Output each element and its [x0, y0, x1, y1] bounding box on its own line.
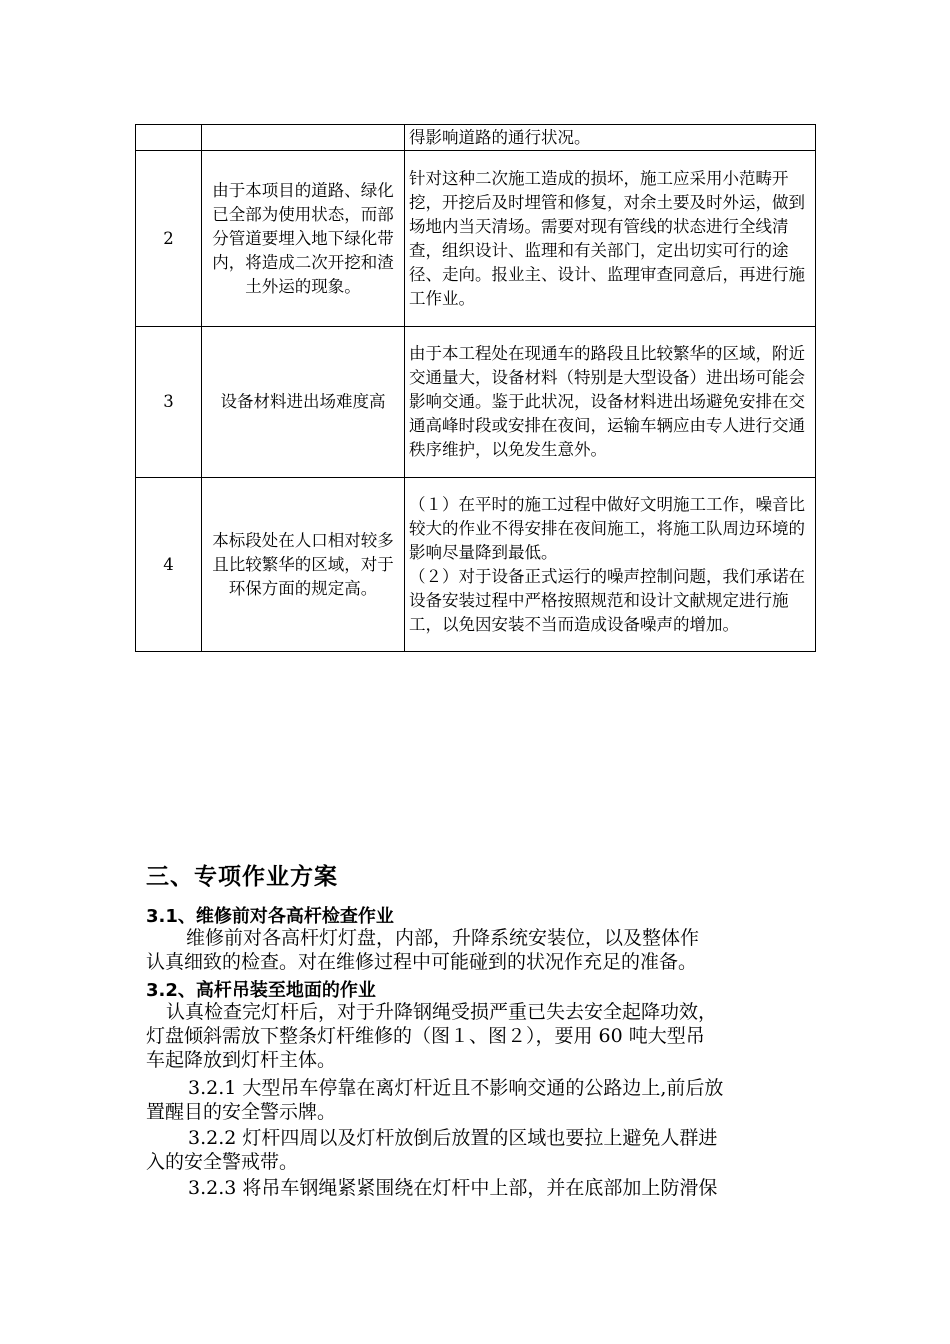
- paragraph-line: 维修前对各高杆灯灯盘，内部，升降系统安装位，以及整体作: [186, 927, 700, 949]
- paragraph-line: 3.2.3 将吊车钢绳紧紧围绕在灯杆中上部，并在底部加上防滑保: [188, 1177, 718, 1199]
- paragraph-line: 入的安全警戒带。: [146, 1151, 299, 1173]
- section-title: 三、专项作业方案: [146, 864, 338, 890]
- measure-cell: [405, 125, 816, 151]
- paragraph-line: 3.2.2 灯杆四周以及灯杆放倒后放置的区域也要拉上避免人群进: [188, 1127, 718, 1149]
- paragraph-line: 置醒目的安全警示牌。: [146, 1101, 337, 1123]
- subsection-title-3-2: 3.2、高杆吊装至地面的作业: [146, 980, 376, 1001]
- paragraph-line: 灯盘倾斜需放下整条灯杆维修的（图１、图２），要用 60 吨大型吊: [146, 1025, 705, 1047]
- paragraph-line: 车起降放到灯杆主体。: [146, 1049, 337, 1071]
- measure-paragraph: （１）在平时的施工过程中做好文明施工工作，噪音比较大的作业不得安排在夜间施工，将施工队周边环境的影响尽量降到最低。: [409, 494, 805, 562]
- row-number-cell: 3: [136, 327, 202, 478]
- table-row: [136, 125, 816, 151]
- issues-table: [135, 124, 816, 652]
- measure-paragraph: 针对这种二次施工造成的损坏，施工应采用小范畴开挖，开挖后及时埋管和修复，对余土要及时外运，做到场地内当天清场。需要对现有管线的状态进行全线清查，组织设计、监理和有关部门，定出切实可行的途径、走向。报业主、设计、监理审查同意后，再进行施工作业。: [409, 168, 805, 308]
- table-row: [136, 327, 816, 478]
- measure-cell: [405, 478, 816, 652]
- measure-paragraph: （２）对于设备正式运行的噪声控制问题，我们承诺在设备安装过程中严格按照规范和设计文献规定进行施工，以免因安装不当而造成设备噪声的增加。: [409, 566, 805, 634]
- row-number-cell: [136, 125, 202, 151]
- issue-cell: 由于本项目的道路、绿化已全部为使用状态，而部分管道要埋入地下绿化带内，将造成二次开挖和渣土外运的现象。: [202, 151, 405, 327]
- paragraph-line: 3.2.1 大型吊车停靠在离灯杆近且不影响交通的公路边上,前后放: [188, 1077, 724, 1099]
- issue-cell: [202, 125, 405, 151]
- subsection-title-3-1: 3.1、维修前对各高杆检查作业: [146, 906, 394, 927]
- issue-cell: 本标段处在人口相对较多且比较繁华的区域，对于环保方面的规定高。: [202, 478, 405, 652]
- measure-paragraph: 得影响道路的通行状况。: [409, 127, 591, 147]
- issue-cell: 设备材料进出场难度高: [202, 327, 405, 478]
- table-row: [136, 151, 816, 327]
- table-row: [136, 478, 816, 652]
- row-number-cell: 2: [136, 151, 202, 327]
- measure-cell: [405, 327, 816, 478]
- paragraph-line: 认真细致的检查。对在维修过程中可能碰到的状况作充足的准备。: [146, 951, 698, 973]
- measure-paragraph: 由于本工程处在现通车的路段且比较繁华的区域，附近交通量大，设备材料（特别是大型设备）进出场可能会影响交通。鉴于此状况，设备材料进出场避免安排在交通高峰时段或安排在夜间，运输车辆应由专人进行交通秩序维护，以免发生意外。: [409, 344, 805, 459]
- paragraph-line: 认真检查完灯杆后，对于升降钢绳受损严重已失去安全起降功效，: [166, 1001, 718, 1023]
- row-number-cell: 4: [136, 478, 202, 652]
- measure-cell: [405, 151, 816, 327]
